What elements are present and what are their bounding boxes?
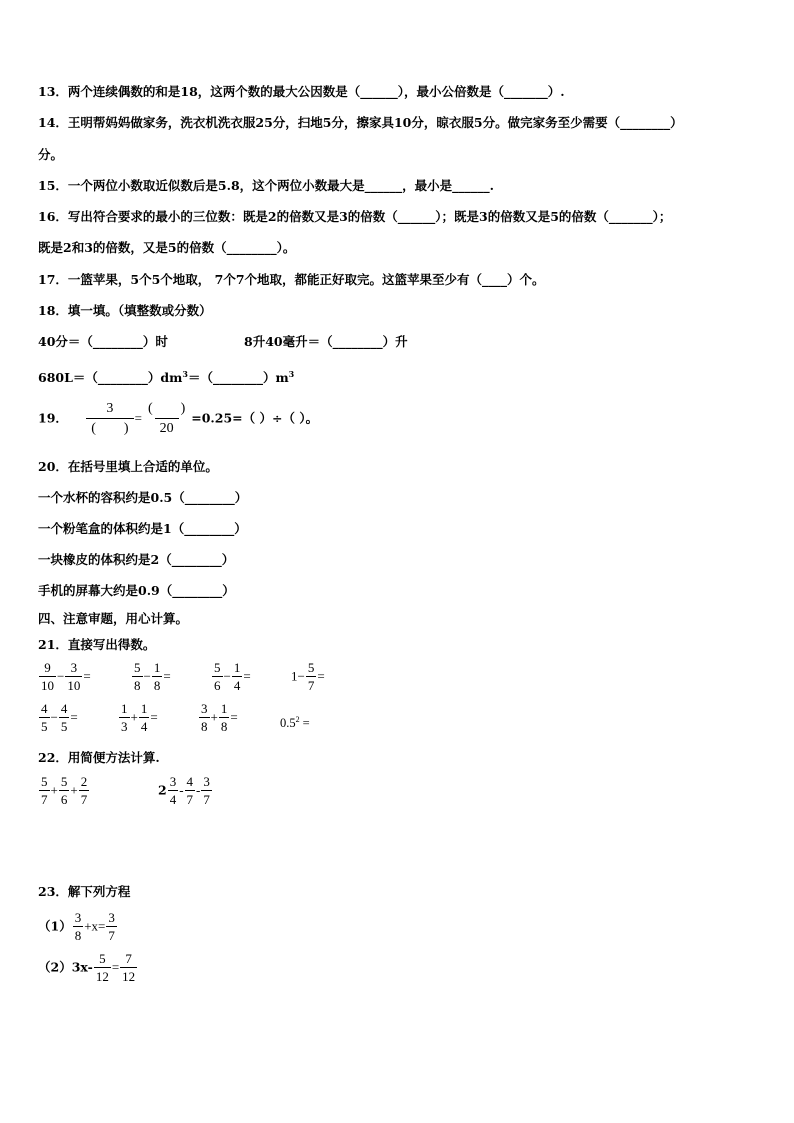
question-16-cont: 既是2和3的倍数，又是5的倍数（________）。	[38, 240, 296, 255]
q21-expr-c	[211, 660, 251, 693]
denominator: 7	[186, 792, 194, 807]
numerator: 5	[134, 660, 141, 675]
denominator: 6	[60, 792, 68, 807]
operator: −	[143, 668, 151, 684]
fraction	[59, 774, 70, 807]
denominator: 7	[80, 792, 88, 807]
q19-f2-num: ( )	[147, 401, 186, 416]
fraction	[139, 701, 150, 734]
fraction	[39, 774, 50, 807]
denominator: 7	[108, 928, 115, 943]
operator: +	[130, 709, 138, 725]
fraction	[73, 910, 84, 943]
operator: +	[50, 782, 58, 798]
equals: =	[163, 668, 171, 684]
fraction	[168, 774, 179, 807]
denominator: 4	[169, 792, 177, 807]
numerator: 3	[169, 774, 177, 789]
denominator: 5	[41, 719, 48, 734]
denominator: 10	[41, 678, 54, 693]
q22-expr-b	[158, 774, 213, 807]
numerator: 1	[121, 701, 128, 716]
denominator: 8	[201, 719, 208, 734]
question-16: 16．写出符合要求的最小的三位数：既是2的倍数又是3的倍数（______）；既是3的倍数又是5的倍数（_______）；	[38, 209, 672, 224]
fraction	[39, 660, 56, 693]
numerator: 1	[140, 701, 148, 716]
fraction	[65, 660, 82, 693]
question-21: 21．直接写出得数。	[38, 637, 156, 652]
q19-f2-den: 20	[155, 418, 179, 437]
question-22: 22．用简便方法计算.	[38, 750, 160, 765]
fraction	[232, 660, 243, 693]
q18-item-3a: 680L＝（________）dm	[38, 370, 183, 386]
denominator: 3	[121, 719, 128, 734]
numerator: 7	[125, 951, 132, 966]
numerator: 5	[307, 660, 315, 675]
equals: =	[83, 668, 91, 684]
equation-label: （2）3x-	[38, 959, 93, 975]
base: 0.5	[280, 716, 296, 731]
numerator: 9	[44, 660, 51, 675]
q22-expr-a	[38, 774, 90, 807]
equals: =	[243, 668, 251, 684]
prefix: 1−	[291, 668, 305, 684]
question-18: 18．填一填。（填整数或分数）	[38, 303, 212, 318]
q20-item-2: 一个粉笔盒的体积约是1（________）	[38, 521, 247, 536]
whole-number: 2	[158, 782, 167, 798]
q20-item-4: 手机的屏幕大约是0.9（________）	[38, 583, 235, 598]
denominator: 4	[233, 678, 241, 693]
equals: =	[70, 709, 78, 725]
q20-item-3: 一块橡皮的体积约是2（________）	[38, 552, 235, 567]
q19-f1-num: 3	[106, 401, 114, 416]
q21-expr-e	[38, 701, 78, 734]
numerator: 3	[203, 774, 210, 789]
q19-eq: =	[134, 410, 142, 426]
q18-item-3b: ＝（________）m	[187, 370, 289, 386]
q20-item-1: 一个水杯的容积约是0.5（________）	[38, 490, 248, 505]
operator: -	[179, 782, 184, 798]
q21-expr-f	[118, 701, 158, 734]
operator: −	[223, 668, 231, 684]
exponent: 2	[295, 715, 300, 724]
question-17: 17．一篮苹果，5个5个地取， 7个7个地取，都能正好取完。这篮苹果至少有（____）个。	[38, 272, 545, 287]
denominator: 7	[307, 678, 315, 693]
denominator: 12	[122, 969, 136, 984]
numerator: 1	[220, 701, 228, 716]
q23-equation-1	[38, 910, 118, 943]
denominator: 6	[214, 678, 221, 693]
cubic-sup-2: 3	[288, 369, 295, 379]
question-14: 14．王明帮妈妈做家务，洗衣机洗衣服25分，扫地5分，擦家具10分，晾衣服5分。做完家务至少需要（________）	[38, 115, 683, 130]
section-4-heading: 四、注意审题，用心计算。	[38, 611, 189, 626]
equals: =	[317, 668, 325, 684]
fraction	[59, 701, 70, 734]
denominator: 7	[41, 792, 48, 807]
fraction	[120, 951, 137, 984]
numerator: 1	[153, 660, 161, 675]
q21-expr-g	[198, 701, 238, 734]
equals: =	[302, 716, 310, 731]
denominator: 12	[95, 969, 109, 984]
numerator: 3	[201, 701, 208, 716]
denominator: 10	[67, 678, 81, 693]
operator: -	[196, 782, 201, 798]
numerator: 3	[108, 910, 115, 925]
fraction	[185, 774, 196, 807]
numerator: 5	[214, 660, 221, 675]
operator: +	[70, 782, 78, 798]
operator: −	[57, 668, 65, 684]
q23-equation-2	[38, 951, 138, 984]
fraction	[219, 701, 230, 734]
question-23: 23．解下列方程	[38, 884, 131, 899]
equals: =	[150, 709, 158, 725]
fraction	[306, 660, 317, 693]
denominator: 8	[153, 678, 161, 693]
numerator: 3	[74, 910, 82, 925]
q19-fraction-2	[143, 400, 190, 437]
equation-middle: =	[111, 959, 120, 975]
operator: −	[50, 709, 58, 725]
equation-label: （1）	[38, 918, 72, 934]
fraction	[106, 910, 117, 943]
numerator: 4	[60, 701, 68, 716]
denominator: 8	[134, 678, 141, 693]
denominator: 8	[74, 928, 82, 943]
q19-f1-den: ( )	[86, 418, 133, 437]
fraction	[152, 660, 163, 693]
question-13: 13．两个连续偶数的和是18，这两个数的最大公因数是（______），最小公倍数是（_______）.	[38, 84, 565, 99]
numerator: 3	[70, 660, 78, 675]
q19-label: 19．	[38, 410, 68, 426]
numerator: 4	[186, 774, 194, 789]
question-20: 20．在括号里填上合适的单位。	[38, 459, 218, 474]
q18-item-2: 8升40毫升＝（________）升	[244, 334, 408, 349]
fraction	[39, 701, 50, 734]
question-14-cont: 分。	[38, 147, 64, 162]
q19-rest: =0.25=（ ）÷（ ）。	[191, 410, 319, 426]
fraction	[94, 951, 111, 984]
cubic-sup: 3	[182, 369, 188, 379]
equation-middle: +x=	[84, 918, 106, 934]
fraction	[132, 660, 143, 693]
numerator: 1	[233, 660, 241, 675]
fraction	[212, 660, 223, 693]
denominator: 8	[220, 719, 228, 734]
q19-fraction-1	[86, 400, 133, 437]
equals: =	[230, 709, 238, 725]
fraction	[201, 774, 212, 807]
q21-expr-d	[291, 660, 325, 693]
q21-expr-a	[38, 660, 91, 693]
numerator: 5	[99, 951, 106, 966]
question-19	[38, 398, 318, 439]
fraction	[79, 774, 90, 807]
q21-expr-h	[280, 712, 310, 731]
q21-expr-b	[131, 660, 171, 693]
q18-item-1: 40分＝（________）时	[38, 334, 168, 349]
denominator: 4	[140, 719, 148, 734]
numerator: 5	[41, 774, 48, 789]
denominator: 5	[60, 719, 68, 734]
fraction	[119, 701, 130, 734]
fraction	[199, 701, 210, 734]
operator: +	[210, 709, 218, 725]
numerator: 4	[41, 701, 48, 716]
numerator: 2	[80, 774, 88, 789]
denominator: 7	[203, 792, 210, 807]
question-15: 15．一个两位小数取近似数后是5.8，这个两位小数最大是______，最小是______.	[38, 178, 494, 193]
q18-item-3	[38, 366, 294, 386]
numerator: 5	[60, 774, 68, 789]
